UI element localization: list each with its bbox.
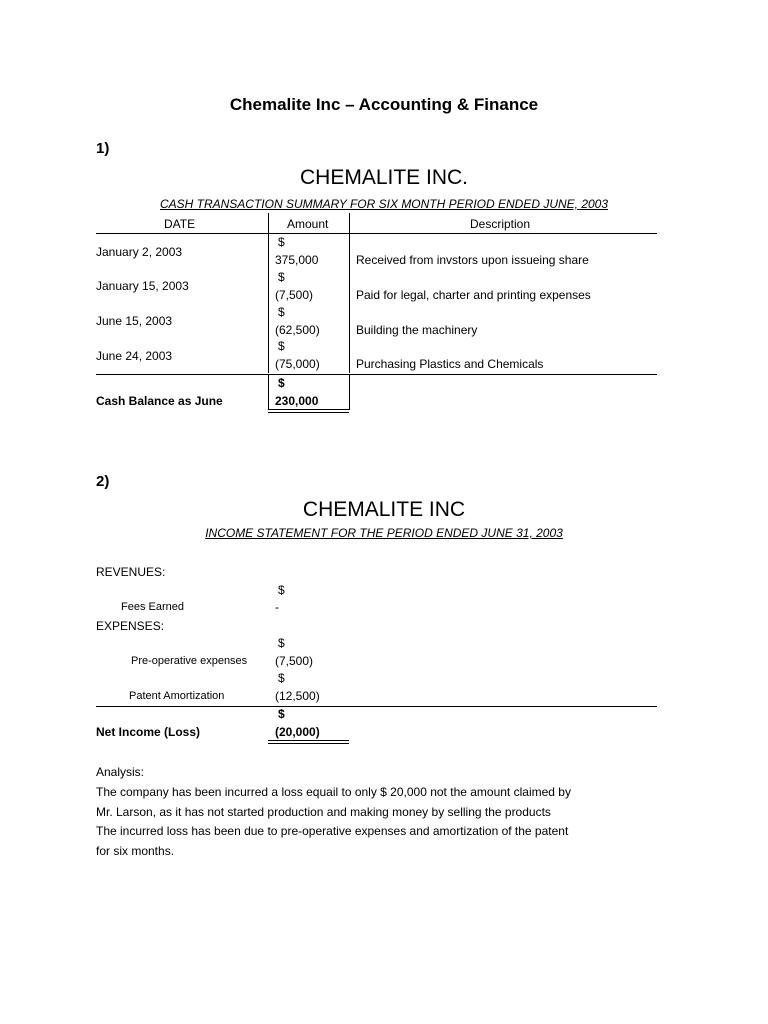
section-2-company: CHEMALITE INC bbox=[302, 498, 466, 521]
header-description: Description bbox=[470, 217, 531, 231]
cash-balance-amount: 230,000 bbox=[275, 394, 319, 408]
amount-column-right-border bbox=[349, 213, 350, 373]
analysis-line: The incurred loss has been due to pre-operative expenses and amortization of the patent bbox=[96, 824, 569, 838]
net-income-label: Net Income (Loss) bbox=[96, 725, 201, 739]
amount-column-left-border bbox=[268, 213, 269, 373]
row-1-description: Received from invstors upon issueing share bbox=[356, 253, 589, 267]
row-1-date: January 2, 2003 bbox=[96, 245, 183, 259]
preop-currency: $ bbox=[278, 636, 285, 650]
row-2-description: Paid for legal, charter and printing expenses bbox=[356, 288, 591, 302]
total-rule bbox=[96, 374, 657, 375]
row-3-currency: $ bbox=[278, 305, 285, 319]
header-amount: Amount bbox=[287, 217, 329, 231]
row-1-amount: 375,000 bbox=[275, 253, 319, 267]
section-1-number: 1) bbox=[96, 140, 110, 157]
analysis-line: The company has been incurred a loss equail to only $ 20,000 not the amount claimed by bbox=[96, 785, 571, 799]
row-2-amount: (7,500) bbox=[275, 288, 314, 302]
row-3-amount: (62,500) bbox=[275, 323, 320, 337]
patent-label: Patent Amortization bbox=[129, 690, 225, 702]
row-4-description: Purchasing Plastics and Chemicals bbox=[356, 357, 544, 371]
row-4-date: June 24, 2003 bbox=[96, 349, 173, 363]
analysis-line: Mr. Larson, as it has not started production and making money by selling the products bbox=[96, 804, 551, 819]
row-4-amount: (75,000) bbox=[275, 357, 320, 371]
total-right-border bbox=[349, 374, 350, 410]
cash-balance-currency: $ bbox=[278, 376, 285, 390]
cash-balance-double-underline bbox=[268, 409, 349, 413]
section-2-subtitle: INCOME STATEMENT FOR THE PERIOD ENDED JUNE 31, 2003 bbox=[205, 526, 563, 540]
header-rule bbox=[96, 233, 657, 234]
section-1-subtitle: CASH TRANSACTION SUMMARY FOR SIX MONTH PERIOD ENDED JUNE, 2003 bbox=[159, 197, 609, 211]
analysis-body bbox=[96, 783, 616, 861]
analysis-line: for six months. bbox=[96, 843, 175, 858]
row-2-date: January 15, 2003 bbox=[96, 279, 189, 293]
row-2-currency: $ bbox=[278, 270, 285, 284]
document-title: Chemalite Inc – Accounting & Finance bbox=[229, 95, 539, 114]
section-1-company: CHEMALITE INC. bbox=[299, 166, 469, 189]
net-income-currency: $ bbox=[278, 707, 285, 721]
net-income-rule bbox=[96, 706, 657, 707]
expenses-label: EXPENSES: bbox=[96, 619, 165, 633]
patent-currency: $ bbox=[278, 671, 285, 685]
net-income-amount: (20,000) bbox=[275, 725, 320, 739]
cash-balance-label: Cash Balance as June bbox=[96, 394, 223, 408]
net-income-double-underline bbox=[268, 740, 349, 744]
row-3-date: June 15, 2003 bbox=[96, 314, 173, 328]
header-date: DATE bbox=[164, 217, 196, 231]
fees-currency: $ bbox=[278, 583, 285, 597]
analysis-heading: Analysis: bbox=[96, 765, 145, 779]
total-left-border bbox=[268, 374, 269, 410]
fees-amount: - bbox=[275, 600, 279, 614]
row-1-currency: $ bbox=[278, 235, 285, 249]
patent-amount: (12,500) bbox=[275, 689, 320, 703]
fees-label: Fees Earned bbox=[121, 601, 184, 613]
preop-label: Pre-operative expenses bbox=[131, 655, 248, 667]
row-3-description: Building the machinery bbox=[356, 323, 478, 337]
section-2-number: 2) bbox=[96, 473, 110, 490]
revenues-label: REVENUES: bbox=[96, 565, 166, 579]
row-4-currency: $ bbox=[278, 339, 285, 353]
preop-amount: (7,500) bbox=[275, 654, 314, 668]
